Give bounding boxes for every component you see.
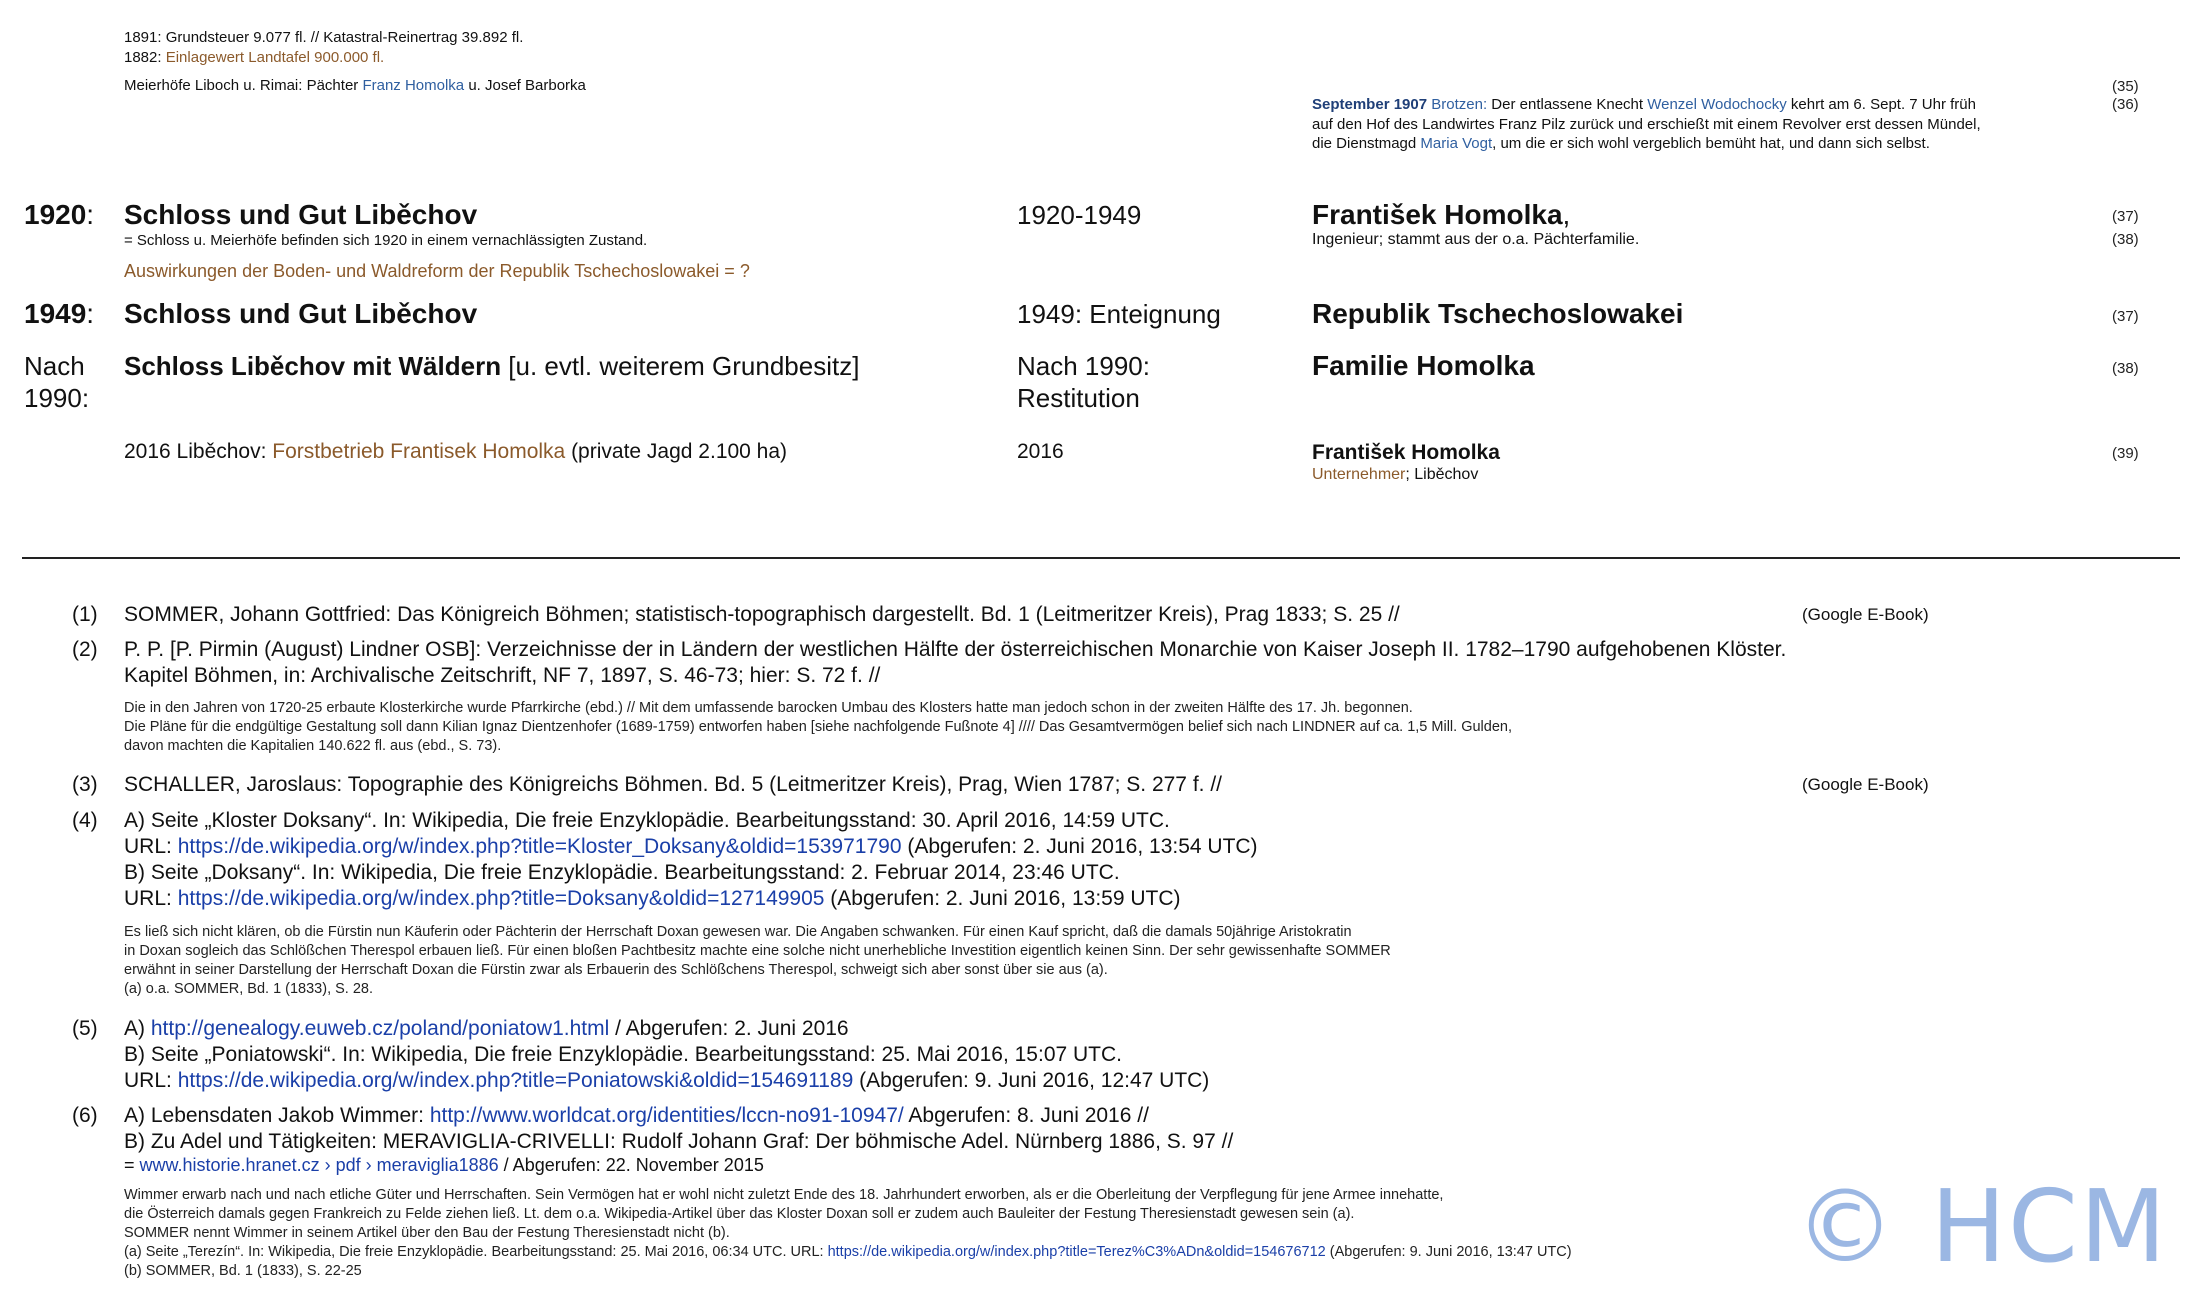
- footnote-4-number: (4): [72, 809, 98, 832]
- item-a-label: A) Lebensdaten Jakob Wimmer:: [124, 1104, 430, 1127]
- footnote-2-small-1: Die in den Jahren von 1720-25 erbaute Klosterkirche wurde Pfarrkirche (ebd.) // Mit dem umfassende barocken Umbau des Klosters hatte man jedoch schon in der zweiten Hälfte des 17. Jh. begonnen.: [124, 700, 1413, 716]
- retrieved-text: (Abgerufen: 2. Juni 2016, 13:54 UTC): [901, 835, 1258, 858]
- wikipedia-terezin-link[interactable]: https://de.wikipedia.org/w/index.php?title=Terez%C3%ADn&oldid=154676712: [827, 1244, 1326, 1260]
- url-label: URL:: [124, 887, 178, 910]
- google-ebook-link-3[interactable]: (Google E-Book): [1802, 775, 1929, 794]
- unternehmer-text: Unternehmer: [1312, 466, 1406, 483]
- retrieved-text: (Abgerufen: 2. Juni 2016, 13:59 UTC): [824, 887, 1181, 910]
- event-date: September 1907: [1312, 96, 1428, 113]
- wikipedia-doksany-link[interactable]: https://de.wikipedia.org/w/index.php?title=Doksany&oldid=127149905: [177, 887, 825, 910]
- footnote-3-text: SCHALLER, Jaroslaus: Topographie des Königreichs Böhmen. Bd. 5 (Leitmeritzer Kreis), Prag, Wien 1787; S. 277 f. //: [124, 773, 1222, 796]
- footnote-5-line-2: B) Seite „Poniatowski“. In: Wikipedia, Die freie Enzyklopädie. Bearbeitungsstand: 25. Mai 2016, 15:07 UTC.: [124, 1043, 1123, 1066]
- footnote-4-small-1: Es ließ sich nicht klären, ob die Fürstin nun Käuferin oder Pächterin der Herrschaft Doxan gewesen war. Die Angaben schwanken. Für einen Kauf spricht, daß die damals 50jährige Aristokratin: [124, 924, 1352, 940]
- footnote-4-line-1: A) Seite „Kloster Doksany“. In: Wikipedia, Die freie Enzyklopädie. Bearbeitungsstand: 30. April 2016, 14:59 UTC.: [124, 809, 1170, 832]
- event-place: Brotzen:: [1431, 96, 1488, 113]
- google-ebook-link-1[interactable]: (Google E-Book): [1802, 605, 1929, 624]
- meierhoefe-text-end: u. Josef Barborka: [464, 77, 586, 94]
- worldcat-link[interactable]: http://www.worldcat.org/identities/lccn-no91-10947/: [429, 1104, 904, 1127]
- genealogy-euweb-link[interactable]: http://genealogy.euweb.cz/poland/poniatow1.html: [150, 1017, 610, 1040]
- owner-comma: ,: [1562, 199, 1571, 230]
- footnote-5-line-1: [124, 1016, 849, 1042]
- title-1990-extra: [u. evtl. weiterem Grundbesitz]: [501, 351, 860, 381]
- footnote-5-line-3: [124, 1068, 1209, 1094]
- meierhoefe-line: [124, 76, 586, 95]
- title-1990-main: Schloss Liběchov mit Wäldern: [124, 351, 502, 381]
- footnote-6-small-1: Wimmer erwarb nach und nach etliche Güter und Herrschaften. Sein Vermögen hat er wohl nicht zuletzt Ende des 18. Jahrhundert erworben, als er die Oberleitung der Verpflegung für jene Armee innehatte,: [124, 1187, 1444, 1203]
- footnote-4-small-3: erwähnt in seiner Darstellung der Herrschaft Doxan die Fürstin zwar als Erbauerin des Schlößchens Therespol, schweigt sich aber sonst über sie aus (a).: [124, 962, 1108, 978]
- footnote-2-number: (2): [72, 638, 98, 661]
- person-franz-homolka: Franz Homolka: [362, 77, 465, 94]
- year-1920: [24, 199, 94, 231]
- item-a-label: A): [124, 1017, 151, 1040]
- footnote-2-small-2: Die Pläne für die endgültige Gestaltung soll dann Kilian Ignaz Dientzenhofer (1689-1759) entworfen haben [siehe nachfolgende Fußnote 4] //// Das Gesamtvermögen belief sich nach LINDNER auf ca. 1,5 Mill. Gulden,: [124, 719, 1512, 735]
- retrieved-text: (Abgerufen: 9. Juni 2016, 12:47 UTC): [853, 1069, 1210, 1092]
- title-1990: [124, 350, 859, 382]
- footnote-6-small-3: SOMMER nennt Wimmer in seinem Artikel über den Bau der Festung Theresienstadt nicht (b).: [124, 1225, 730, 1241]
- period-2016: 2016: [1017, 440, 1064, 463]
- note-a-text: (a) Seite „Terezín“. In: Wikipedia, Die freie Enzyklopädie. Bearbeitungsstand: 25. Mai 2016, 06:34 UTC. URL:: [124, 1244, 828, 1260]
- ref-38: (38): [2112, 231, 2139, 248]
- einlagewert-text: Einlagewert Landtafel 900.000 fl.: [165, 49, 385, 66]
- owner-2016: František Homolka: [1312, 441, 1500, 464]
- owner-note-2016: [1312, 465, 1478, 485]
- url-label: URL:: [124, 1069, 178, 1092]
- event-line-2: auf den Hof des Landwirtes Franz Pilz zurück und erschießt mit einem Revolver erst dessen Mündel,: [1312, 116, 1981, 133]
- event-line-1: [1312, 95, 1976, 114]
- title-1920: Schloss und Gut Liběchov: [124, 199, 478, 230]
- person-maria-vogt: Maria Vogt: [1420, 135, 1493, 152]
- period-1990-l1: Nach 1990:: [1017, 351, 1150, 381]
- footnote-1-number: (1): [72, 603, 98, 626]
- footnote-2-line-1: P. P. [P. Pirmin (August) Lindner OSB]: Verzeichnisse der in Ländern der westlichen Hälfte der österreichischen Monarchie von Kaiser Joseph II. 1782–1790 aufgehobenen Klöster.: [124, 638, 1787, 661]
- retrieved-text: / Abgerufen: 22. November 2015: [498, 1155, 764, 1175]
- section-divider: [22, 557, 2180, 559]
- period-1920: 1920-1949: [1017, 200, 1142, 230]
- year-colon: :: [86, 298, 95, 329]
- owner-1949: Republik Tschechoslowakei: [1312, 298, 1684, 329]
- historie-hranet-link[interactable]: www.historie.hranet.cz › pdf › meraviglia1886: [139, 1155, 499, 1175]
- event-text-end: kehrt am 6. Sept. 7 Uhr früh: [1786, 96, 1976, 113]
- footnote-2-small-3: davon machten die Kapitalien 140.622 fl. aus (ebd., S. 73).: [124, 738, 502, 754]
- location-text: ; Liběchov: [1405, 466, 1479, 483]
- retrieved-text: Abgerufen: 8. Juni 2016 //: [903, 1104, 1149, 1127]
- period-1990-l2: Restitution: [1017, 383, 1140, 413]
- footnote-3-number: (3): [72, 773, 98, 796]
- jagd-text: (private Jagd 2.100 ha): [565, 440, 788, 463]
- tax-line: 1891: Grundsteuer 9.077 fl. // Katastral-Reinertrag 39.892 fl.: [124, 29, 524, 46]
- footnote-6-small-5: (b) SOMMER, Bd. 1 (1833), S. 22-25: [124, 1263, 362, 1279]
- footnote-6-line-3: [124, 1154, 764, 1176]
- year-value: 1920: [24, 199, 87, 230]
- footnote-2-line-2: Kapitel Böhmen, in: Archivalische Zeitschrift, NF 7, 1897, S. 46-73; hier: S. 72 f. //: [124, 664, 881, 687]
- event-text: Der entlassene Knecht: [1487, 96, 1648, 113]
- footnote-6-line-2: B) Zu Adel und Tätigkeiten: MERAVIGLIA-CRIVELLI: Rudolf Johann Graf: Der böhmische Adel. Nürnberg 1886, S. 97 //: [124, 1130, 1234, 1153]
- wikipedia-poniatowski-link[interactable]: https://de.wikipedia.org/w/index.php?title=Poniatowski&oldid=154691189: [177, 1069, 854, 1092]
- owner-1990: Familie Homolka: [1312, 350, 1535, 381]
- year-nach-1990: Nach: [24, 351, 85, 381]
- forst-year: 2016 Liběchov:: [124, 440, 273, 463]
- footnote-4-small-4: (a) o.a. SOMMER, Bd. 1 (1833), S. 28.: [124, 981, 374, 997]
- retrieved-text: (Abgerufen: 9. Juni 2016, 13:47 UTC): [1325, 1244, 1572, 1260]
- year-label: 1882:: [124, 49, 166, 66]
- footnote-4-line-2: [124, 834, 1258, 860]
- event-text-c: , um die er sich wohl vergeblich bemüht hat, und dann sich selbst.: [1492, 135, 1930, 152]
- equals-sign: =: [124, 1155, 140, 1175]
- copyright-watermark: © HCM: [1795, 1168, 2169, 1285]
- einlagewert-line: [124, 48, 384, 67]
- ref-38b: (38): [2112, 360, 2139, 377]
- url-label: URL:: [124, 835, 178, 858]
- ref-37: (37): [2112, 208, 2139, 225]
- event-text-a: die Dienstmagd: [1312, 135, 1421, 152]
- year-1949: [24, 298, 94, 330]
- owner-note-1920: Ingenieur; stammt aus der o.a. Pächterfamilie.: [1312, 231, 1640, 248]
- title-1949: Schloss und Gut Liběchov: [124, 298, 478, 329]
- note-1920: = Schloss u. Meierhöfe befinden sich 1920 in einem vernachlässigten Zustand.: [124, 232, 648, 249]
- ref-37b: (37): [2112, 308, 2139, 325]
- owner-1920: [1312, 199, 1570, 231]
- footnote-6-number: (6): [72, 1104, 98, 1127]
- forstbetrieb-text: Forstbetrieb Frantisek Homolka: [272, 440, 566, 463]
- footnote-6-small-4: [124, 1243, 1572, 1262]
- period-1949: 1949: Enteignung: [1017, 299, 1221, 329]
- year-colon: :: [86, 199, 95, 230]
- event-line-3: [1312, 134, 1930, 153]
- retrieved-text: / Abgerufen: 2. Juni 2016: [609, 1017, 849, 1040]
- year-value: 1949: [24, 298, 87, 329]
- ref-39: (39): [2112, 445, 2139, 462]
- footnote-4-line-4: [124, 886, 1181, 912]
- footnote-6-line-1: [124, 1103, 1149, 1129]
- forst-line: [124, 439, 787, 465]
- meierhoefe-text: Meierhöfe Liboch u. Rimai: Pächter: [124, 77, 363, 94]
- ref-35: (35): [2112, 78, 2139, 95]
- footnote-1-text: SOMMER, Johann Gottfried: Das Königreich Böhmen; statistisch-topographisch dargestellt. Bd. 1 (Leitmeritzer Kreis), Prag 1833; S. 25 //: [124, 603, 1400, 626]
- person-wenzel: Wenzel Wodochocky: [1647, 96, 1787, 113]
- year-1990: 1990:: [24, 383, 90, 413]
- reform-question: Auswirkungen der Boden- und Waldreform der Republik Tschechoslowakei = ?: [124, 261, 750, 281]
- owner-name: František Homolka: [1312, 199, 1563, 230]
- ref-36: (36): [2112, 96, 2139, 113]
- footnote-5-number: (5): [72, 1017, 98, 1040]
- footnote-4-line-3: B) Seite „Doksany“. In: Wikipedia, Die freie Enzyklopädie. Bearbeitungsstand: 2. Februar 2014, 23:46 UTC.: [124, 861, 1120, 884]
- footnote-6-small-2: die Österreich damals gegen Frankreich zu Felde ziehen ließ. Lt. dem o.a. Wikipedia-Artikel über das Kloster Doxan soll er zudem auch Bauleiter der Festung Theresienstadt gewesen sein (a).: [124, 1206, 1355, 1222]
- footnote-4-small-2: in Doxan sogleich das Schlößchen Therespol erbauen ließ. Für einen bloßen Pachtbesitz machte eine solche nicht unerhebliche Investition eigentlich keinen Sinn. Der sehr gewissenhafte SOMMER: [124, 943, 1391, 959]
- wikipedia-kloster-doksany-link[interactable]: https://de.wikipedia.org/w/index.php?title=Kloster_Doksany&oldid=153971790: [177, 835, 902, 858]
